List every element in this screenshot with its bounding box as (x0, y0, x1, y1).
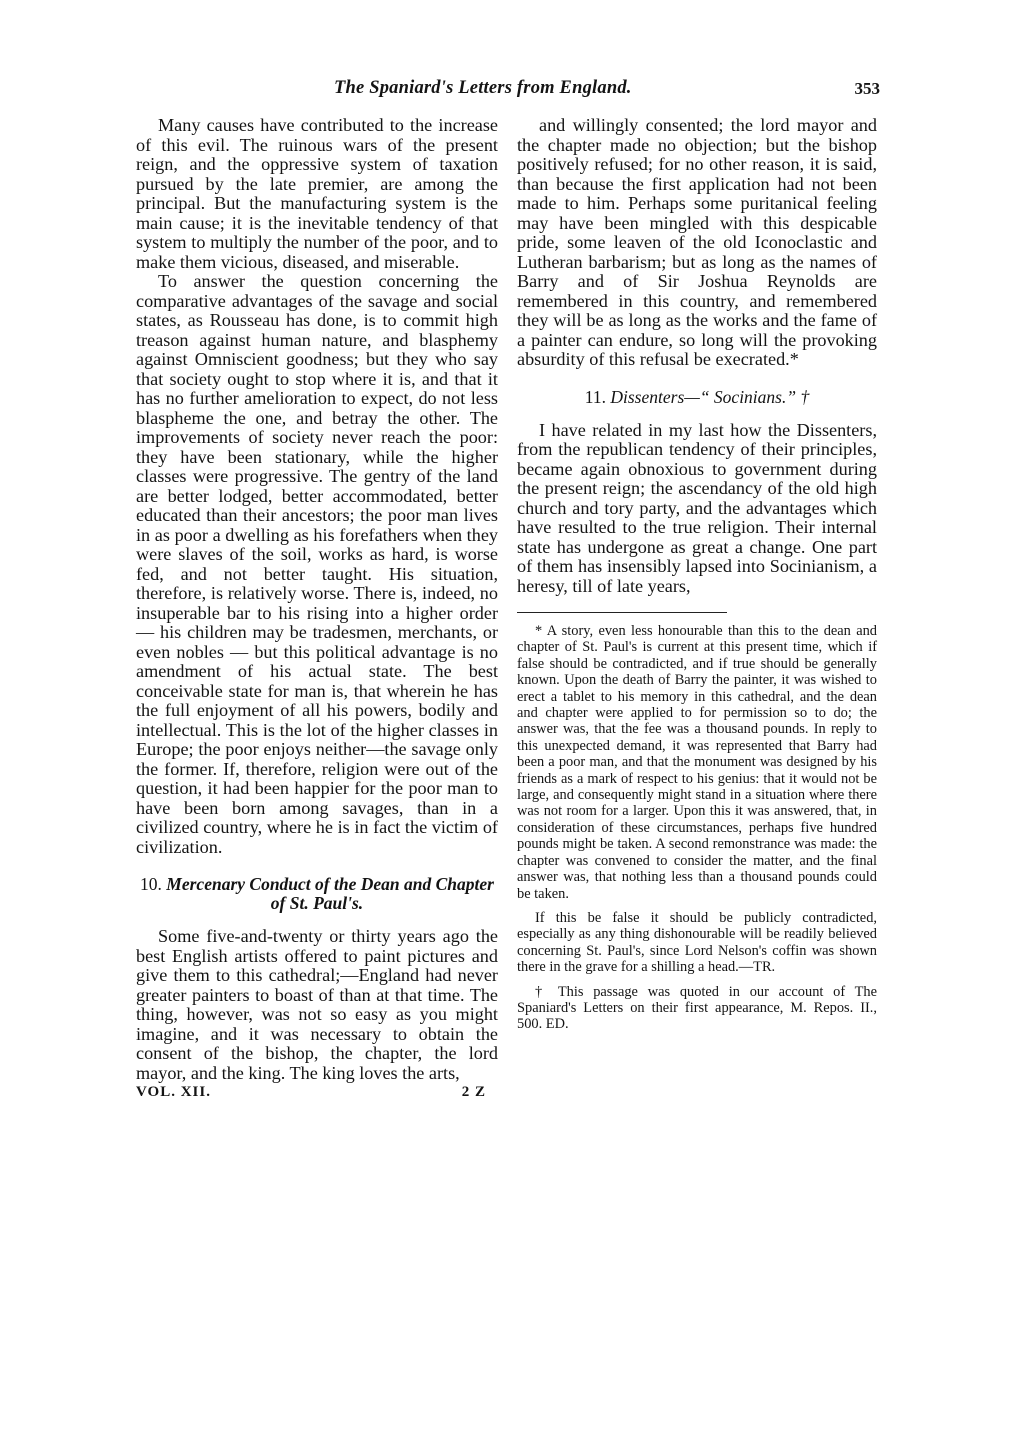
section-number: 11. (584, 386, 606, 407)
section-title: Dissenters—“ Socinians.” † (610, 386, 810, 407)
gathering-mark: 2 Z (461, 1084, 486, 1100)
running-title: The Spaniard's Letters from England. (334, 78, 632, 98)
section-heading (517, 388, 877, 407)
footnote: † This passage was quoted in our account of The Spaniard's Letters on their first appearance, M. Repos. II., 500. ED. (517, 983, 877, 1033)
section-heading (136, 875, 498, 913)
paragraph: Some five-and-twenty or thirty years ago the best English artists offered to paint pictures and give them to this cathedral;—England had never greater painters to boast of than at that time. The thing, however, was not so easy as you might imagine, and it was necessary to obtain the consent of the bishop, the chapter, the lord mayor, and the king. The king loves the arts, (136, 926, 498, 1083)
page-number: 353 (854, 79, 880, 98)
footnote: If this be false it should be publicly contradicted, especially as any thing dishonourable will be readily believed concerning St. Paul's, since Lord Nelson's coffin was shown there in the grave for a shilling a head.—TR. (517, 909, 877, 976)
footnote: * A story, even less honourable than this to the dean and chapter of St. Paul's is current at this present time, which if false should be contradicted, and if true should be generally known. Upon the death of Barry the painter, it was wished to erect a tablet to his memory in this cathedral, and the dean and chapter were applied to for permission so to do; the answer was, that the fee was a thousand pounds. In reply to this unexpected demand, it was represented that Barry had been a poor man, and that the monument was designed by his friends as a mark of respect to his genius: that it would not be large, and consequently might stand in a situation where there was not room for a larger. Upon this it was answered, that, in consideration of these circumstances, perhaps five hundred pounds might be taken. A second remonstrance was made: the chapter was convened to consider the matter, and the final answer was, that nothing less than a thousand pounds could be taken. (517, 623, 877, 902)
footnotes (517, 623, 877, 1033)
signature-line (136, 1083, 498, 1103)
page-header (300, 78, 880, 100)
footnote-rule (517, 612, 727, 613)
paragraph: Many causes have contributed to the increase of this evil. The ruinous wars of the present reign, and the oppressive system of taxation pursued by the late premier, are among the principal. But the manufacturing system is the main cause; it is the inevitable tendency of that system to multiply the number of the poor, and to make them vicious, diseased, and miserable. (136, 115, 498, 272)
left-column (136, 116, 498, 1103)
section-number: 10. (140, 874, 162, 894)
paragraph: To answer the question concerning the comparative advantages of the savage and social states, as Rousseau has done, is to commit high treason against human nature, and blasphemy against Omniscient goodness; but they who say that society ought to stop where it is, and that it has no further amelioration to expect, do not less blaspheme the one, and betray the other. The improvements of society never reach the poor: they have been stationary, while the higher classes were progressive. The gentry of the land are better lodged, better accommodated, better educated than their ancestors; the poor man lives in as poor a dwelling as his forefathers when they were slaves of the soil, works as hard, is worse fed, and not better taught. His situation, therefore, is relatively worse. There is, indeed, no insuperable bar to his rising into a higher order — his children may be tradesmen, merchants, or even nobles — but this political advantage is no amendment of his actual state. The best conceivable state for man is, that wherein he has the full enjoyment of all his powers, bodily and intellectual. This is the lot of the higher classes in Europe; the poor enjoys neither—the savage only the former. If, therefore, religion were out of the question, it had been happier for the poor man to have been born among savages, than in a civilized country, where he is in fact the victim of civilization. (136, 271, 498, 857)
right-column (517, 116, 877, 1041)
volume-mark: VOL. XII. (136, 1084, 211, 1100)
paragraph: I have related in my last how the Dissenters, from the republican tendency of their principles, became again obnoxious to government during the present reign; the ascendancy of the old high church and tory party, and the advantages which have resulted to the true religion. Their internal state has undergone as great a change. One part of them has insensibly lapsed into Socinianism, a heresy, till of late years, (517, 419, 877, 596)
paragraph: and willingly consented; the lord mayor and the chapter made no objection; but the bishop positively refused; for no other reason, it is said, than because the first application had not been made to him. Perhaps some puritanical feeling may have been mingled with this despicable pride, some leaven of the old Iconoclastic and Lutheran barbarism; but as long as the names of Barry and of Sir Joshua Reynolds are remembered in this country, and remembered they will be as long as the works and the fame of a painter can endure, so long will the provoking absurdity of this refusal be execrated.* (517, 115, 877, 369)
section-title: Mercenary Conduct of the Dean and Chapter of St. Paul's. (166, 874, 494, 913)
